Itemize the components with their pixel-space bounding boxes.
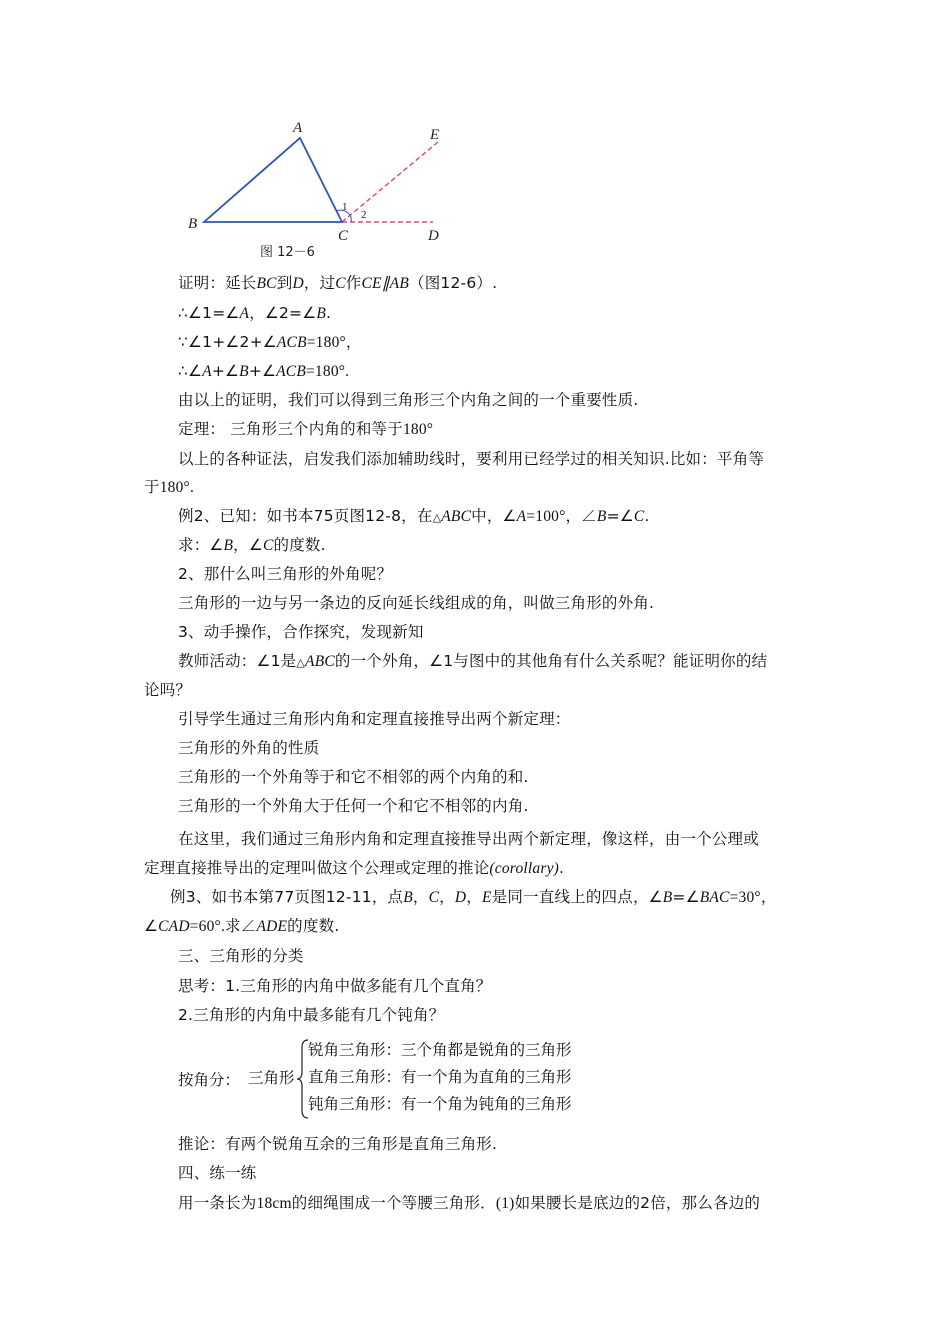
text-line-16: 引导学生通过三角形内角和定理直接推导出两个新定理： bbox=[178, 710, 571, 728]
classification-label: 按角分： bbox=[178, 1071, 241, 1089]
proof-line-4: ∴∠A+∠B+∠ACB=180°. bbox=[178, 362, 350, 380]
extension-line-ce bbox=[342, 142, 438, 222]
text-line-20: 在这里，我们通过三角形内角和定理直接推导出两个新定理，像这样，由一个公理或 bbox=[178, 830, 759, 848]
text-line-7: 以上的各种证法，启发我们添加辅助线时，要利用已经学过的相关知识.比如：平角等 bbox=[178, 450, 765, 468]
proof-line-1: 证明：延长BC到D，过C作CE∥AB（图12-6）. bbox=[178, 274, 498, 292]
point-b-label: B bbox=[188, 216, 198, 232]
point-c-label: C bbox=[338, 228, 349, 244]
text-line-13: 3、动手操作，合作探究，发现新知 bbox=[178, 623, 424, 641]
angle-1-label: 1 bbox=[342, 201, 348, 213]
angle-2-arc bbox=[350, 215, 351, 222]
acute-triangle-item: 锐角三角形：三个角都是锐角的三角形 bbox=[308, 1041, 572, 1059]
section-3-heading: 三、三角形的分类 bbox=[178, 947, 304, 965]
obtuse-triangle-item: 钝角三角形：有一个角为钝角的三角形 bbox=[308, 1095, 572, 1113]
text-line-17: 三角形的外角的性质 bbox=[178, 739, 320, 757]
corollary-definition-line: 定理直接推导出的定理叫做这个公理或定理的推论(corollary). bbox=[144, 859, 565, 877]
figure-caption: 图 12－6 bbox=[260, 245, 315, 260]
triangle-abc bbox=[204, 138, 342, 222]
text-line-12: 三角形的一边与另一条边的反向延长线组成的角，叫做三角形的外角. bbox=[178, 594, 655, 612]
text-line-5: 由以上的证明，我们可以得到三角形三个内角之间的一个重要性质. bbox=[178, 391, 639, 409]
right-triangle-item: 直角三角形：有一个角为直角的三角形 bbox=[308, 1068, 572, 1086]
point-d-label: D bbox=[428, 228, 439, 244]
example-3-line: 例3、如书本第77页图12-11，点B，C，D，E是同一直线上的四点，∠B=∠BAC=30°， bbox=[170, 888, 777, 906]
text-line-15: 论吗？ bbox=[144, 681, 192, 699]
think-question-2: 2.三角形的内角中最多能有几个钝角？ bbox=[178, 1006, 445, 1024]
theorem-line: 定理： 三角形三个内角的和等于180° bbox=[178, 420, 434, 438]
text-line-11: 2、那什么叫三角形的外角呢？ bbox=[178, 565, 393, 583]
figure-12-6 bbox=[180, 112, 460, 262]
classification-root: 三角形 bbox=[248, 1069, 295, 1087]
text-line-8: 于180°. bbox=[144, 478, 195, 496]
angle-classification bbox=[178, 1038, 638, 1120]
section-4-heading: 四、练一练 bbox=[178, 1164, 257, 1182]
proof-line-3: ∵∠1+∠2+∠ACB=180°， bbox=[178, 333, 362, 351]
corollary-line: 推论：有两个锐角互余的三角形是直角三角形. bbox=[178, 1135, 498, 1153]
example-2-line: 例2、已知：如书本75页图12-8，在△ABC中，∠A=100°，∠B=∠C. bbox=[178, 507, 650, 525]
point-a-label: A bbox=[293, 120, 303, 136]
point-e-label: E bbox=[430, 127, 440, 143]
think-question-1: 思考：1.三角形的内角中做多能有几个直角？ bbox=[178, 977, 492, 995]
teacher-activity-line: 教师活动：∠1是△ABC的一个外角，∠1与图中的其他角有什么关系呢？能证明你的结 bbox=[178, 652, 768, 670]
example-3-line-2: ∠CAD=60°.求∠ADE的度数. bbox=[144, 917, 340, 935]
angle-2-label: 2 bbox=[361, 209, 367, 221]
text-line-19: 三角形的一个外角大于任何一个和它不相邻的内角. bbox=[178, 797, 529, 815]
triangle-diagram bbox=[180, 112, 460, 262]
text-line-18: 三角形的一个外角等于和它不相邻的两个内角的和. bbox=[178, 768, 529, 786]
proof-line-2: ∴∠1=∠A，∠2=∠B. bbox=[178, 304, 332, 322]
example-2-question: 求：∠B，∠C的度数. bbox=[178, 536, 326, 554]
practice-line: 用一条长为18cm的细绳围成一个等腰三角形．(1)如果腰长是底边的2倍，那么各边的 bbox=[178, 1194, 761, 1212]
